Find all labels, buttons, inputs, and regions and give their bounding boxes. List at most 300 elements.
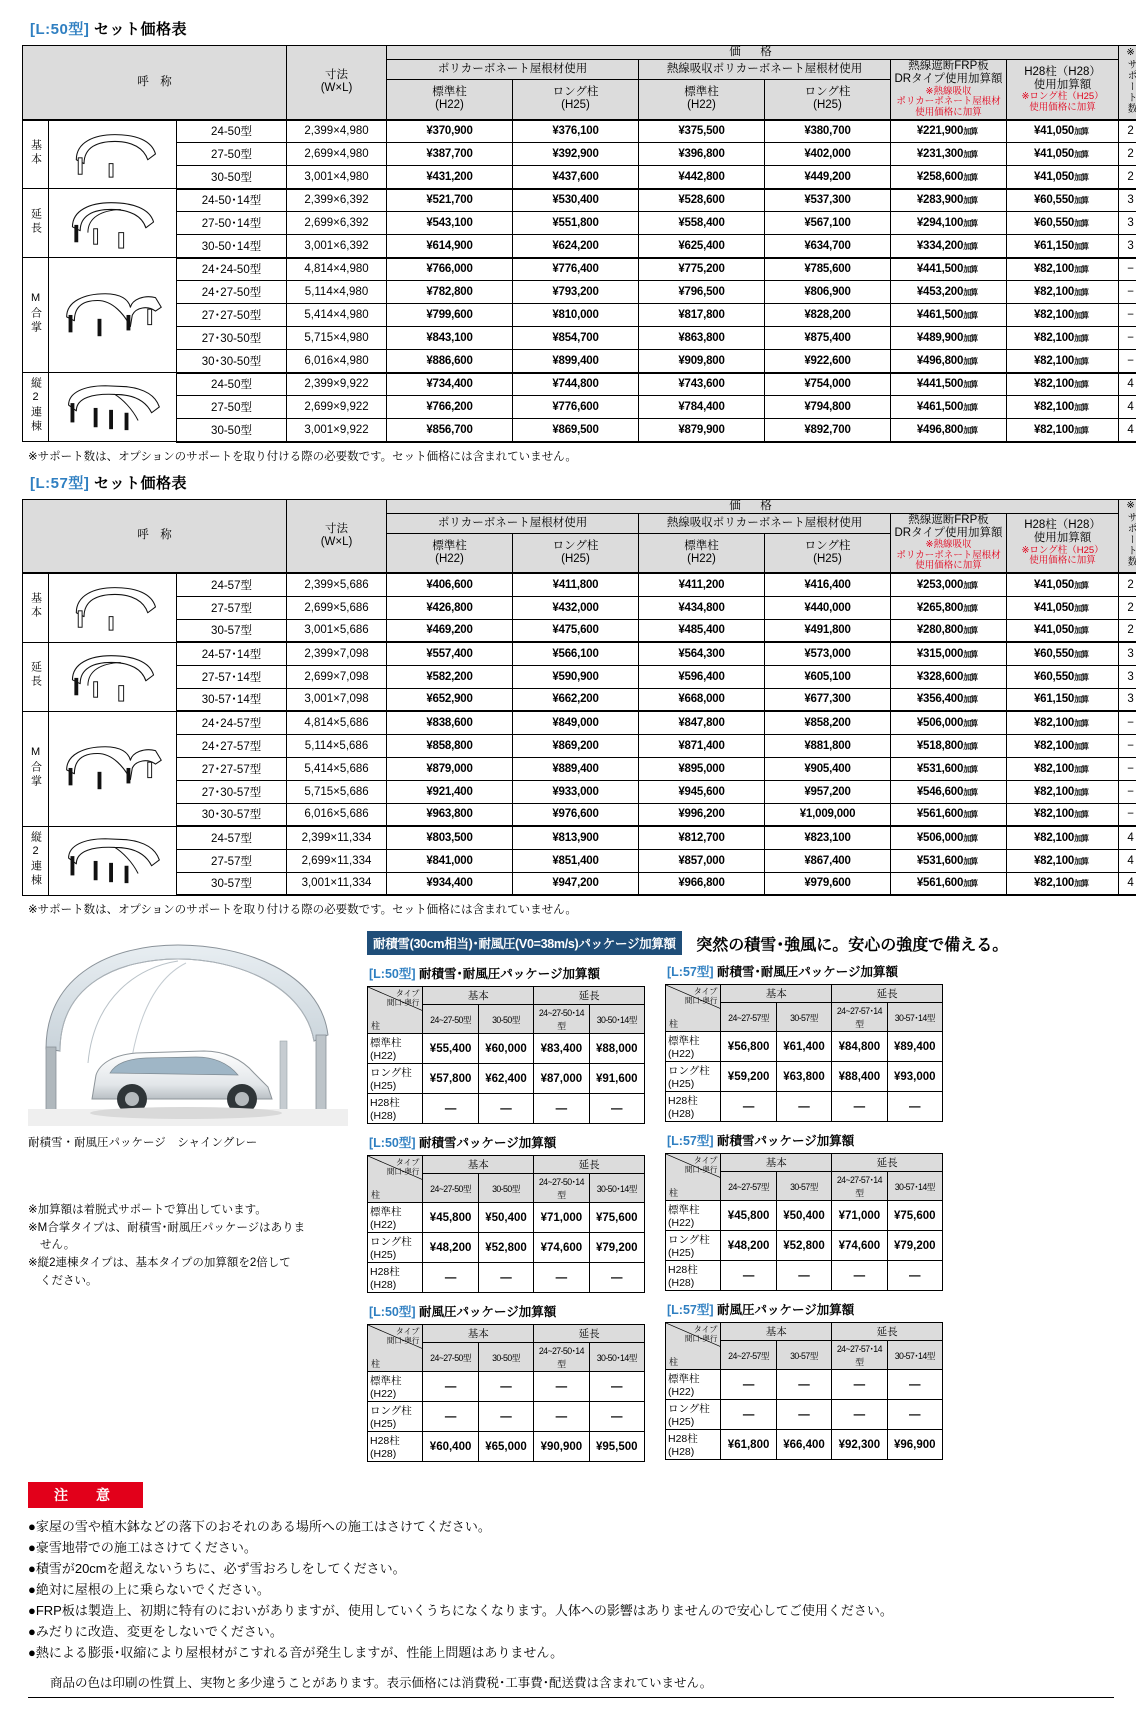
package-row xyxy=(666,1370,943,1400)
cell-frp-add: ¥294,100加算 xyxy=(891,212,1007,235)
package-col-0: 24~27-50型 xyxy=(423,1005,478,1034)
cell-poly-std: ¥841,000 xyxy=(387,849,513,872)
price-table-57 xyxy=(22,499,1136,897)
cell-heatpoly-long: ¥605,100 xyxy=(765,665,891,688)
cell-dimension: 2,399×4,980 xyxy=(287,120,387,143)
cell-poly-std: ¥734,400 xyxy=(387,373,513,396)
table-row xyxy=(23,143,1136,166)
cell-dimension: 6,016×5,686 xyxy=(287,803,387,826)
cell-poly-long: ¥392,900 xyxy=(513,143,639,166)
cell-poly-std: ¥766,000 xyxy=(387,258,513,281)
cell-heatpoly-long: ¥440,000 xyxy=(765,596,891,619)
caution-list xyxy=(28,1516,1114,1663)
section-title-50 xyxy=(30,18,1114,39)
cell-frp-add: ¥489,900加算 xyxy=(891,327,1007,350)
header-long-b-57: ロング柱 (H25) xyxy=(765,533,891,573)
table-row xyxy=(23,619,1136,642)
package-row xyxy=(368,1432,645,1462)
header-long-a-57: ロング柱 (H25) xyxy=(513,533,639,573)
package-cell: ¥52,800 xyxy=(776,1231,831,1261)
cell-h28-add: ¥41,050加算 xyxy=(1007,573,1119,596)
cell-dimension: 3,001×7,098 xyxy=(287,688,387,711)
header-heatpoly-50: 熱線吸収ポリカーボネート屋根材使用 xyxy=(639,60,891,80)
package-col-1: 30-57型 xyxy=(776,1172,831,1201)
cell-model-name: 24･24-50型 xyxy=(177,258,287,281)
cell-poly-long: ¥624,200 xyxy=(513,235,639,258)
package-col-3: 30-57･14型 xyxy=(887,1003,942,1032)
cell-model-name: 27-50型 xyxy=(177,143,287,166)
section-title-57 xyxy=(30,472,1114,493)
package-cell: ¥91,600 xyxy=(589,1064,644,1094)
package-cell: ¥59,200 xyxy=(721,1062,776,1092)
cell-model-name: 24･27-50型 xyxy=(177,281,287,304)
cell-heatpoly-std: ¥945,600 xyxy=(639,780,765,803)
cell-poly-std: ¥543,100 xyxy=(387,212,513,235)
package-cell: — xyxy=(589,1402,644,1432)
carport-extension-icon xyxy=(49,189,177,258)
header-h28-50: H28柱（H28） 使用加算額 ※ロング柱（H25） 使用価格に加算 xyxy=(1007,60,1119,120)
cell-heatpoly-long: ¥416,400 xyxy=(765,573,891,596)
package-cell: — xyxy=(423,1094,478,1124)
cell-frp-add: ¥231,300加算 xyxy=(891,143,1007,166)
cell-dimension: 5,114×4,980 xyxy=(287,281,387,304)
photo-column xyxy=(22,931,367,1462)
package-header-basic: 基本 xyxy=(721,1323,832,1341)
table-row xyxy=(23,596,1136,619)
cell-model-name: 24･24-57型 xyxy=(177,711,287,734)
cell-poly-long: ¥744,800 xyxy=(513,373,639,396)
package-table-title-1: [L:50型] 耐積雪パッケージ加算額 xyxy=(369,1136,557,1151)
cell-poly-long: ¥976,600 xyxy=(513,803,639,826)
package-header-basic: 基本 xyxy=(721,1154,832,1172)
package-row xyxy=(368,1372,645,1402)
cell-heatpoly-std: ¥625,400 xyxy=(639,235,765,258)
cell-heatpoly-std: ¥909,800 xyxy=(639,350,765,373)
section-label-57: セット価格表 xyxy=(94,474,188,492)
cell-support-count: − xyxy=(1119,803,1136,826)
cell-frp-add: ¥253,000加算 xyxy=(891,573,1007,596)
cell-poly-std: ¥469,200 xyxy=(387,619,513,642)
cell-poly-long: ¥889,400 xyxy=(513,757,639,780)
package-cell: — xyxy=(832,1370,887,1400)
package-cell: ¥45,800 xyxy=(721,1201,776,1231)
package-cell: ¥50,400 xyxy=(478,1203,533,1233)
caution-item-5: ●みだりに改造、変更をしないでください。 xyxy=(28,1624,283,1640)
header-std-a-50: 標準柱 (H22) xyxy=(387,80,513,120)
package-row xyxy=(666,1400,943,1430)
cell-poly-long: ¥849,000 xyxy=(513,711,639,734)
cell-support-count: − xyxy=(1119,734,1136,757)
cell-poly-std: ¥426,800 xyxy=(387,596,513,619)
package-cell: ¥95,500 xyxy=(589,1432,644,1462)
package-col-1: 30-57型 xyxy=(776,1341,831,1370)
cell-h28-add: ¥60,550加算 xyxy=(1007,642,1119,665)
package-table-title-0: [L:50型] 耐積雪･耐風圧パッケージ加算額 xyxy=(369,967,601,982)
package-cell: — xyxy=(776,1370,831,1400)
group-label-2: M合掌 xyxy=(23,258,49,373)
cell-h28-add: ¥60,550加算 xyxy=(1007,212,1119,235)
cell-frp-add: ¥546,600加算 xyxy=(891,780,1007,803)
cell-poly-std: ¥387,700 xyxy=(387,143,513,166)
cell-h28-add: ¥82,100加算 xyxy=(1007,281,1119,304)
cell-heatpoly-std: ¥668,000 xyxy=(639,688,765,711)
caution-item-6: ●熱による膨張･収縮により屋根材がこすれる音が発生しますが、性能上問題はありません。 xyxy=(28,1645,564,1661)
cell-model-name: 30-50･14型 xyxy=(177,235,287,258)
cell-dimension: 4,814×4,980 xyxy=(287,258,387,281)
cell-support-count: 3 xyxy=(1119,212,1136,235)
cell-poly-long: ¥947,200 xyxy=(513,872,639,895)
package-row xyxy=(666,1261,943,1291)
package-row-label: H28柱(H28) xyxy=(666,1261,721,1291)
cell-model-name: 27-50型 xyxy=(177,396,287,419)
cell-h28-add: ¥61,150加算 xyxy=(1007,235,1119,258)
header-dim-57: 寸法 (W×L) xyxy=(287,499,387,573)
package-cell: ¥56,800 xyxy=(721,1032,776,1062)
cell-poly-long: ¥475,600 xyxy=(513,619,639,642)
cell-model-name: 27-57型 xyxy=(177,596,287,619)
package-table-title-2: [L:50型] 耐風圧パッケージ加算額 xyxy=(369,1305,557,1320)
package-col-3: 30-50･14型 xyxy=(589,1343,644,1372)
table-row xyxy=(23,396,1136,419)
package-cell: — xyxy=(887,1370,942,1400)
cell-poly-long: ¥851,400 xyxy=(513,849,639,872)
table-row xyxy=(23,803,1136,826)
caution-item-2: ●積雪が20cmを超えないうちに、必ず雪おろしをしてください。 xyxy=(28,1561,406,1577)
cell-poly-std: ¥614,900 xyxy=(387,235,513,258)
package-cell: ¥57,800 xyxy=(423,1064,478,1094)
package-cell: ¥87,000 xyxy=(534,1064,589,1094)
cell-support-count: 2 xyxy=(1119,166,1136,189)
cell-frp-add: ¥506,000加算 xyxy=(891,826,1007,849)
package-col-2: 24~27-57･14型 xyxy=(832,1172,887,1201)
cell-heatpoly-std: ¥411,200 xyxy=(639,573,765,596)
package-row xyxy=(368,1203,645,1233)
cell-support-count: − xyxy=(1119,350,1136,373)
package-row xyxy=(666,1092,943,1122)
cell-dimension: 3,001×11,334 xyxy=(287,872,387,895)
package-col-2: 24~27-50･14型 xyxy=(534,1174,589,1203)
cell-heatpoly-std: ¥966,800 xyxy=(639,872,765,895)
cell-model-name: 27･30-57型 xyxy=(177,780,287,803)
cell-poly-std: ¥843,100 xyxy=(387,327,513,350)
header-poly-57: ポリカーボネート屋根材使用 xyxy=(387,513,639,533)
cell-heatpoly-std: ¥375,500 xyxy=(639,120,765,143)
cell-h28-add: ¥41,050加算 xyxy=(1007,166,1119,189)
cell-heatpoly-long: ¥905,400 xyxy=(765,757,891,780)
package-corner-header: タイプ 間口-奥行 柱 xyxy=(666,1323,721,1370)
package-row xyxy=(666,1430,943,1460)
cell-frp-add: ¥280,800加算 xyxy=(891,619,1007,642)
cell-model-name: 27･27-50型 xyxy=(177,304,287,327)
lower-notes xyxy=(28,1202,367,1289)
cell-frp-add: ¥441,500加算 xyxy=(891,373,1007,396)
package-cell: — xyxy=(776,1092,831,1122)
cell-support-count: 2 xyxy=(1119,143,1136,166)
package-row-label: ロング柱(H25) xyxy=(666,1062,721,1092)
cell-model-name: 30-57･14型 xyxy=(177,688,287,711)
table-row xyxy=(23,281,1136,304)
cell-support-count: 3 xyxy=(1119,235,1136,258)
package-cell: — xyxy=(589,1372,644,1402)
caution-item-0: ●家屋の雪や植木鉢などの落下のおそれのある場所への施工はさけてください。 xyxy=(28,1519,491,1535)
package-col-0: 24~27-50型 xyxy=(423,1174,478,1203)
package-corner-header: タイプ 間口-奥行 柱 xyxy=(368,1325,423,1372)
cell-h28-add: ¥82,100加算 xyxy=(1007,350,1119,373)
table-row xyxy=(23,573,1136,596)
cell-heatpoly-std: ¥743,600 xyxy=(639,373,765,396)
cell-frp-add: ¥496,800加算 xyxy=(891,350,1007,373)
cell-frp-add: ¥461,500加算 xyxy=(891,304,1007,327)
table-row xyxy=(23,849,1136,872)
header-h28-57: H28柱（H28） 使用加算額 ※ロング柱（H25） 使用価格に加算 xyxy=(1007,513,1119,573)
package-col-0: 24~27-50型 xyxy=(423,1343,478,1372)
cell-dimension: 5,715×5,686 xyxy=(287,780,387,803)
package-row-label: H28柱(H28) xyxy=(666,1092,721,1122)
cell-heatpoly-long: ¥537,300 xyxy=(765,189,891,212)
package-cell: — xyxy=(478,1094,533,1124)
cell-frp-add: ¥461,500加算 xyxy=(891,396,1007,419)
cell-poly-long: ¥590,900 xyxy=(513,665,639,688)
cell-dimension: 2,399×5,686 xyxy=(287,573,387,596)
cell-support-count: − xyxy=(1119,304,1136,327)
package-cell: — xyxy=(423,1372,478,1402)
package-cell: ¥71,000 xyxy=(832,1201,887,1231)
cell-frp-add: ¥531,600加算 xyxy=(891,757,1007,780)
cell-support-count: 4 xyxy=(1119,396,1136,419)
package-row-label: H28柱(H28) xyxy=(368,1094,423,1124)
carport-tate2-icon xyxy=(49,373,177,442)
cell-h28-add: ¥82,100加算 xyxy=(1007,780,1119,803)
package-row xyxy=(368,1064,645,1094)
group-label-1: 延長 xyxy=(23,642,49,711)
cell-h28-add: ¥82,100加算 xyxy=(1007,849,1119,872)
cell-poly-long: ¥411,800 xyxy=(513,573,639,596)
cell-h28-add: ¥82,100加算 xyxy=(1007,734,1119,757)
cell-poly-std: ¥431,200 xyxy=(387,166,513,189)
cell-heatpoly-long: ¥881,800 xyxy=(765,734,891,757)
section-code-57: [L:57型] xyxy=(30,474,90,492)
cell-heatpoly-long: ¥823,100 xyxy=(765,826,891,849)
table-row xyxy=(23,350,1136,373)
package-col-1: 30-50型 xyxy=(478,1005,533,1034)
cell-support-count: 2 xyxy=(1119,573,1136,596)
cell-support-count: 3 xyxy=(1119,189,1136,212)
package-row xyxy=(666,1062,943,1092)
package-cell: — xyxy=(589,1094,644,1124)
cell-heatpoly-long: ¥957,200 xyxy=(765,780,891,803)
cell-heatpoly-std: ¥879,900 xyxy=(639,419,765,442)
package-cell: — xyxy=(721,1370,776,1400)
cell-model-name: 27-50･14型 xyxy=(177,212,287,235)
cell-model-name: 24-50型 xyxy=(177,120,287,143)
cell-heatpoly-long: ¥979,600 xyxy=(765,872,891,895)
section-code-50: [L:50型] xyxy=(30,21,90,38)
table-row xyxy=(23,642,1136,665)
cell-dimension: 2,399×11,334 xyxy=(287,826,387,849)
package-cell: — xyxy=(887,1092,942,1122)
package-row xyxy=(368,1034,645,1064)
cell-h28-add: ¥82,100加算 xyxy=(1007,872,1119,895)
cell-frp-add: ¥221,900加算 xyxy=(891,120,1007,143)
cell-support-count: 4 xyxy=(1119,826,1136,849)
package-column-57 xyxy=(665,931,965,1462)
cell-frp-add: ¥258,600加算 xyxy=(891,166,1007,189)
cell-dimension: 2,399×6,392 xyxy=(287,189,387,212)
cell-frp-add: ¥531,600加算 xyxy=(891,849,1007,872)
package-table-title-1: [L:57型] 耐積雪パッケージ加算額 xyxy=(667,1134,855,1149)
cell-support-count: 4 xyxy=(1119,872,1136,895)
package-cell: ¥48,200 xyxy=(423,1233,478,1263)
package-cell: — xyxy=(721,1261,776,1291)
package-col-0: 24~27-57型 xyxy=(721,1003,776,1032)
package-col-3: 30-57･14型 xyxy=(887,1172,942,1201)
package-cell: — xyxy=(478,1372,533,1402)
cell-poly-long: ¥376,100 xyxy=(513,120,639,143)
cell-heatpoly-long: ¥794,800 xyxy=(765,396,891,419)
table-row xyxy=(23,120,1136,143)
cell-model-name: 24-57型 xyxy=(177,826,287,849)
package-cell: ¥89,400 xyxy=(887,1032,942,1062)
package-cell: ¥74,600 xyxy=(534,1233,589,1263)
package-col-0: 24~27-57型 xyxy=(721,1341,776,1370)
package-row-label: ロング柱(H25) xyxy=(666,1400,721,1430)
package-cell: ¥48,200 xyxy=(721,1231,776,1261)
package-header-ext: 延長 xyxy=(832,985,943,1003)
cell-h28-add: ¥82,100加算 xyxy=(1007,711,1119,734)
table-row xyxy=(23,304,1136,327)
cell-poly-long: ¥776,600 xyxy=(513,396,639,419)
group-label-1: 延長 xyxy=(23,189,49,258)
package-cell: — xyxy=(776,1261,831,1291)
package-col-2: 24~27-57･14型 xyxy=(832,1003,887,1032)
product-photo xyxy=(28,931,348,1126)
cell-poly-long: ¥899,400 xyxy=(513,350,639,373)
cell-poly-std: ¥799,600 xyxy=(387,304,513,327)
table-row xyxy=(23,419,1136,442)
cell-frp-add: ¥561,600加算 xyxy=(891,803,1007,826)
package-col-1: 30-57型 xyxy=(776,1003,831,1032)
package-cell: ¥63,800 xyxy=(776,1062,831,1092)
cell-h28-add: ¥61,150加算 xyxy=(1007,688,1119,711)
cell-dimension: 2,699×5,686 xyxy=(287,596,387,619)
cell-frp-add: ¥283,900加算 xyxy=(891,189,1007,212)
cell-frp-add: ¥496,800加算 xyxy=(891,419,1007,442)
package-header-basic: 基本 xyxy=(721,985,832,1003)
package-header-basic: 基本 xyxy=(423,1325,534,1343)
cell-heatpoly-long: ¥573,000 xyxy=(765,642,891,665)
table-row xyxy=(23,757,1136,780)
package-row xyxy=(666,1201,943,1231)
cell-support-count: 2 xyxy=(1119,596,1136,619)
cell-support-count: 2 xyxy=(1119,120,1136,143)
cell-heatpoly-long: ¥858,200 xyxy=(765,711,891,734)
package-cell: — xyxy=(534,1372,589,1402)
cell-poly-std: ¥782,800 xyxy=(387,281,513,304)
cell-h28-add: ¥82,100加算 xyxy=(1007,304,1119,327)
cell-poly-std: ¥856,700 xyxy=(387,419,513,442)
cell-support-count: 3 xyxy=(1119,688,1136,711)
price-table-57-body xyxy=(23,573,1136,895)
lower-note-0: ※加算額は着脱式サポートで算出しています。 xyxy=(28,1204,267,1217)
package-cell: — xyxy=(478,1402,533,1432)
carport-basic-icon xyxy=(49,120,177,189)
lower-note-1: ※M合掌タイプは、耐積雪･耐風圧パッケージはありま xyxy=(28,1221,306,1234)
package-tables-50 xyxy=(367,964,657,1462)
package-corner-header: タイプ 間口-奥行 柱 xyxy=(368,987,423,1034)
cell-heatpoly-std: ¥863,800 xyxy=(639,327,765,350)
cell-frp-add: ¥315,000加算 xyxy=(891,642,1007,665)
lower-note-3: ※縦2連棟タイプは、基本タイプの加算額を2倍して xyxy=(28,1257,291,1270)
group-label-2: M合掌 xyxy=(23,711,49,826)
cell-heatpoly-std: ¥796,500 xyxy=(639,281,765,304)
caution-final-note: 商品の色は印刷の性質上、実物と多少違うことがあります。表示価格には消費税･工事費･配送費は含まれていません。 xyxy=(50,1676,713,1691)
cell-heatpoly-std: ¥996,200 xyxy=(639,803,765,826)
cell-dimension: 2,699×9,922 xyxy=(287,396,387,419)
carport-mgassho-icon xyxy=(49,258,177,373)
cell-poly-std: ¥766,200 xyxy=(387,396,513,419)
package-cell: ¥60,000 xyxy=(478,1034,533,1064)
cell-dimension: 5,414×5,686 xyxy=(287,757,387,780)
header-dim-50: 寸法 (W×L) xyxy=(287,46,387,120)
cell-dimension: 2,699×6,392 xyxy=(287,212,387,235)
package-col-2: 24~27-50･14型 xyxy=(534,1343,589,1372)
cell-heatpoly-std: ¥442,800 xyxy=(639,166,765,189)
table-row xyxy=(23,235,1136,258)
footnote-50: ※サポート数は、オプションのサポートを取り付ける際の必要数です。セット価格には含まれていません。 xyxy=(28,450,577,463)
cell-heatpoly-long: ¥1,009,000 xyxy=(765,803,891,826)
table-row xyxy=(23,258,1136,281)
package-cell: — xyxy=(832,1400,887,1430)
package-corner-header: タイプ 間口-奥行 柱 xyxy=(666,1154,721,1201)
cell-support-count: − xyxy=(1119,780,1136,803)
header-std-a-57: 標準柱 (H22) xyxy=(387,533,513,573)
package-col-1: 30-50型 xyxy=(478,1174,533,1203)
cell-h28-add: ¥41,050加算 xyxy=(1007,120,1119,143)
cell-support-count: 3 xyxy=(1119,642,1136,665)
package-col-3: 30-50･14型 xyxy=(589,1174,644,1203)
cell-heatpoly-std: ¥871,400 xyxy=(639,734,765,757)
package-row-label: ロング柱(H25) xyxy=(368,1402,423,1432)
package-cell: — xyxy=(534,1263,589,1293)
package-tables-57 xyxy=(665,962,965,1460)
package-cell: — xyxy=(721,1400,776,1430)
package-row xyxy=(368,1263,645,1293)
package-cell: ¥96,900 xyxy=(887,1430,942,1460)
cell-heatpoly-std: ¥564,300 xyxy=(639,642,765,665)
cell-support-count: 2 xyxy=(1119,619,1136,642)
cell-heatpoly-long: ¥806,900 xyxy=(765,281,891,304)
cell-heatpoly-std: ¥596,400 xyxy=(639,665,765,688)
caution-section xyxy=(22,1482,1114,1698)
cell-h28-add: ¥82,100加算 xyxy=(1007,757,1119,780)
package-col-3: 30-57･14型 xyxy=(887,1341,942,1370)
group-label-3: 縦2連棟 xyxy=(23,826,49,895)
package-row-label: ロング柱(H25) xyxy=(368,1233,423,1263)
package-row-label: 標準柱(H22) xyxy=(368,1203,423,1233)
table-row xyxy=(23,780,1136,803)
package-slogan: 突然の積雪･強風に。安心の強度で備える。 xyxy=(696,937,1009,955)
cell-heatpoly-long: ¥922,600 xyxy=(765,350,891,373)
cell-h28-add: ¥41,050加算 xyxy=(1007,596,1119,619)
package-cell: — xyxy=(887,1400,942,1430)
cell-poly-long: ¥813,900 xyxy=(513,826,639,849)
cell-heatpoly-long: ¥491,800 xyxy=(765,619,891,642)
package-col-2: 24~27-50･14型 xyxy=(534,1005,589,1034)
header-support-50: ※サポート数 xyxy=(1119,46,1136,120)
package-cell: ¥93,000 xyxy=(887,1062,942,1092)
header-frp-57: 熱線遮断FRP板 DRタイプ使用加算額 ※熱線吸収 ポリカーボネート屋根材 使用価格に加算 xyxy=(891,513,1007,573)
cell-model-name: 30･30-57型 xyxy=(177,803,287,826)
